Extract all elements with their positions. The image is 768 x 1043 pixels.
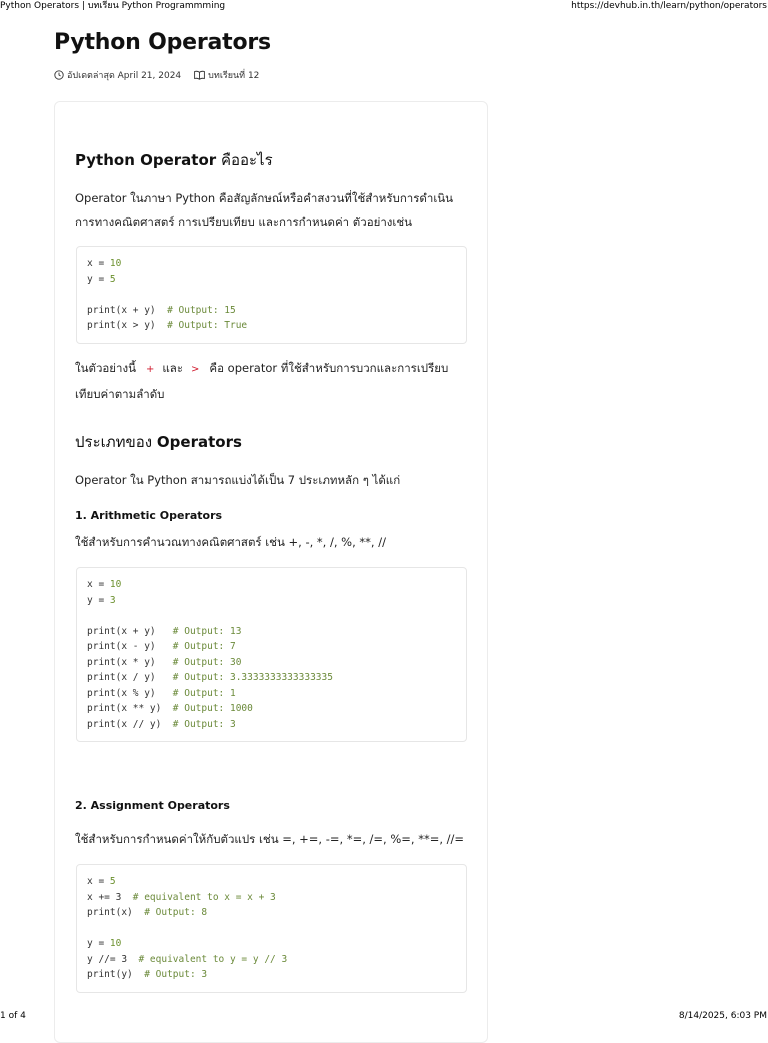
code-comment: # equivalent to y = y // 3 (138, 953, 288, 965)
code-comment: # Output: 3 (144, 969, 208, 980)
code-comment: # Output: True (167, 320, 248, 331)
code-line (87, 905, 287, 921)
code-intro (87, 256, 247, 334)
print-footer (0, 1010, 768, 1024)
example-line2: เทียบค่าตามลำดับ (75, 387, 165, 401)
print-page-number: 1 of 4 (0, 1011, 26, 1021)
code-comment: # Output: 3 (172, 718, 236, 730)
code-line (87, 890, 287, 906)
code-text: print(x + y) (87, 625, 173, 637)
code-text: print(x ** y) (87, 703, 173, 714)
code-comment: # Output: 15 (167, 304, 236, 316)
code-line (87, 303, 247, 319)
code-text: x = (87, 579, 110, 590)
code-line (87, 624, 333, 640)
print-header-url[interactable]: https://devhub.in.th/learn/python/operators (571, 1, 767, 11)
code-number: 5 (109, 876, 116, 887)
code-text: y = (87, 938, 110, 949)
code-number: 3 (109, 594, 116, 606)
page-title: Python Operators (54, 30, 271, 55)
heading-en: Python Operator (75, 151, 217, 169)
code-line (87, 655, 333, 671)
updated-text: อัปเดตล่าสุด April 21, 2024 (67, 71, 182, 81)
inline-code-gt: > (191, 364, 200, 375)
code-line (87, 936, 287, 952)
code-block-arithmetic[interactable] (76, 567, 467, 742)
code-text: print(x / y) (87, 672, 173, 683)
code-blank-line (87, 608, 333, 624)
code-text: y //= 3 (87, 953, 139, 965)
code-line (87, 593, 333, 609)
code-line (87, 639, 333, 655)
heading-en: Operators (156, 433, 242, 451)
code-line (87, 686, 333, 702)
example-before: ในตัวอย่างนี้ (75, 361, 136, 375)
section-heading-intro (75, 148, 273, 172)
code-number: 10 (109, 938, 122, 949)
code-block-intro[interactable] (76, 246, 467, 344)
code-text: y = (87, 273, 110, 285)
code-comment: # Output: 1000 (172, 703, 253, 714)
print-datetime: 8/14/2025, 6:03 PM (678, 1011, 767, 1021)
code-comment: # Output: 3.3333333333333335 (172, 672, 333, 683)
code-line (87, 256, 247, 272)
heading-th: ประเภทของ (75, 433, 157, 451)
code-blank-line (87, 287, 247, 303)
code-text: x = (87, 258, 110, 269)
code-comment: # Output: 13 (172, 625, 242, 637)
code-text: x = (87, 876, 110, 887)
lesson-number (194, 68, 259, 82)
types-paragraph: Operator ใน Python สามารถแบ่งได้เป็น 7 ประเภทหลัก ๆ ได้แก่ (75, 473, 401, 487)
code-blank-line (87, 921, 287, 937)
code-line (87, 874, 287, 890)
code-comment: # Output: 30 (172, 656, 242, 668)
heading-arithmetic: 1. Arithmetic Operators (75, 509, 223, 522)
code-line (87, 272, 247, 288)
code-text: print(x + y) (87, 304, 168, 316)
code-line (87, 701, 333, 717)
intro-paragraph: Operator ในภาษา Python คือสัญลักษณ์หรือคำสงวนที่ใช้สำหรับการดำเนินการทางคณิตศาสตร์ การเปรียบเทียบ และการกำหนดค่า ตัวอย่างเช่น (75, 191, 454, 229)
code-text: print(x // y) (87, 718, 173, 730)
code-assignment (87, 874, 287, 983)
code-text: print(x % y) (87, 687, 173, 699)
heading-th: คืออะไร (216, 151, 273, 169)
code-number: 10 (109, 579, 122, 590)
print-header (0, 0, 768, 14)
code-line (87, 318, 247, 334)
code-line (87, 670, 333, 686)
code-line (87, 717, 333, 733)
code-text: print(x > y) (87, 320, 168, 331)
code-line (87, 577, 333, 593)
page-meta (54, 68, 272, 82)
code-text: y = (87, 594, 110, 606)
clock-icon (54, 70, 64, 80)
assignment-paragraph: ใช้สำหรับการกำหนดค่าให้กับตัวแปร เช่น =, +=, -=, *=, /=, %=, **=, //= (75, 832, 465, 846)
print-header-title: Python Operators | บทเรียน Python Programmming (0, 1, 226, 11)
heading-assignment: 2. Assignment Operators (75, 799, 230, 812)
and-word: และ (162, 361, 184, 375)
section-heading-types (75, 430, 242, 454)
code-arithmetic (87, 577, 333, 732)
example-after: คือ operator ที่ใช้สำหรับการบวกและการเปรียบ (209, 361, 449, 375)
updated-date (54, 68, 181, 82)
lesson-text: บทเรียนที่ 12 (208, 71, 260, 81)
code-comment: # equivalent to x = x + 3 (132, 891, 276, 903)
inline-code-plus: + (145, 364, 155, 375)
code-text: x += 3 (87, 891, 133, 903)
code-line (87, 952, 287, 968)
code-comment: # Output: 7 (172, 641, 236, 652)
code-comment: # Output: 8 (144, 907, 208, 918)
code-line (87, 967, 287, 983)
book-open-icon (194, 70, 205, 80)
code-number: 10 (109, 258, 122, 269)
code-text: print(x * y) (87, 656, 173, 668)
code-text: print(x) (87, 907, 145, 918)
code-text: print(y) (87, 969, 145, 980)
code-text: print(x - y) (87, 641, 173, 652)
code-number: 5 (109, 273, 116, 285)
example-explanation (75, 356, 475, 406)
code-block-assignment[interactable] (76, 864, 467, 993)
arithmetic-paragraph: ใช้สำหรับการคำนวณทางคณิตศาสตร์ เช่น +, -, *, /, %, **, // (75, 535, 386, 549)
code-comment: # Output: 1 (172, 687, 236, 699)
